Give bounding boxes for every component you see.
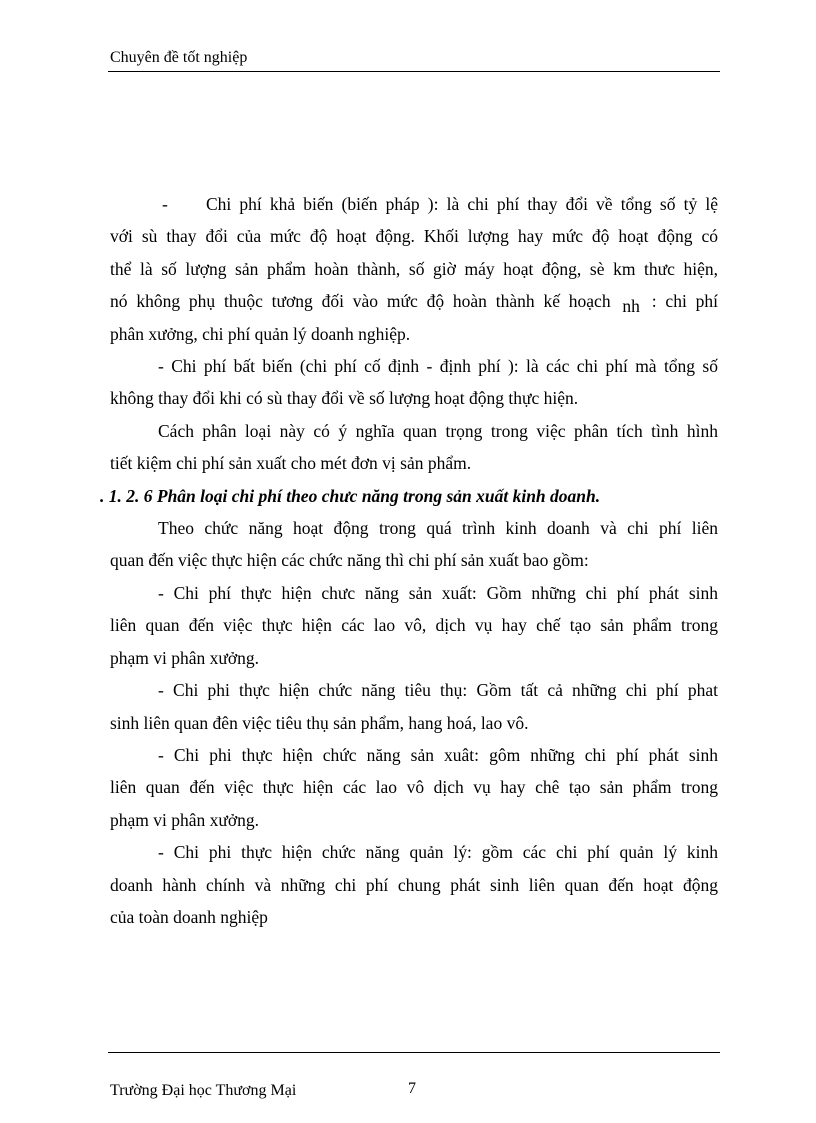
text-line: liên quan đến việc thực hiện các lao vô, dịch vụ hay chế tạo sản phẩm trong	[110, 615, 718, 636]
text-line	[110, 285, 718, 317]
text-span: : chi phí	[651, 291, 718, 312]
text-line: phạm vi phân xưởng.	[110, 647, 259, 668]
document-body	[100, 188, 718, 933]
section-heading: . 1. 2. 6 Phân loại chi phí theo chưc năng trong sản xuất kinh doanh.	[100, 485, 601, 506]
text-line: - Chi phí bất biến (chi phí cố định - định phí ): là các chi phí mà tổng số	[158, 356, 718, 377]
footer-rule	[108, 1052, 720, 1053]
text-line	[110, 188, 718, 220]
text-line: - Chi phi thực hiện chức năng sản xuât: gôm những chi phí phát sinh	[158, 744, 718, 765]
text-line: thể là số lượng sản phẩm hoàn thành, số giờ máy hoạt động, sè km thưc hiện,	[110, 258, 718, 279]
text-span: Chi phí khả biến (biến pháp ): là chi phí thay đổi về tổng số tỷ lệ	[206, 194, 718, 214]
text-line: tiết kiệm chi phí sản xuất cho mét đơn vị sản phẩm.	[110, 453, 472, 474]
text-line: không thay đổi khi có sù thay đổi về số lượng hoạt động thực hiện.	[110, 388, 579, 409]
text-line: của toàn doanh nghiệp	[110, 906, 268, 927]
page-number: 7	[408, 1080, 416, 1097]
subscript-text: nh	[622, 296, 640, 317]
text-line: Theo chức năng hoạt động trong quá trình kinh doanh và chi phí liên	[158, 518, 718, 539]
document-header: Chuyên đề tốt nghiệp	[110, 49, 248, 66]
text-line: Cách phân loại này có ý nghĩa quan trọng trong việc phân tích tình hình	[158, 420, 718, 441]
text-line: phạm vi phân xưởng.	[110, 809, 259, 830]
text-line: với sù thay đổi của mức độ hoạt động. Khối lượng hay mức độ hoạt động có	[110, 226, 718, 247]
text-line: - Chi phí thực hiện chưc năng sản xuất: Gồm những chi phí phát sinh	[158, 582, 718, 603]
text-line: quan đến việc thực hiện các chức năng thì chi phí sản xuất bao gồm:	[110, 550, 589, 571]
text-line: phân xưởng, chi phí quản lý doanh nghiệp.	[110, 323, 411, 344]
footer-school: Trường Đại học Thương Mại	[110, 1082, 297, 1099]
text-line: doanh hành chính và những chi phí chung phát sinh liên quan đến hoạt động	[110, 874, 718, 895]
text-line: sinh liên quan đên việc tiêu thụ sản phẩm, hang hoá, lao vô.	[110, 712, 529, 733]
header-rule	[108, 71, 720, 72]
text-line: - Chi phi thực hiện chức năng quản lý: gồm các chi phí quản lý kinh	[158, 842, 718, 863]
text-line: - Chi phi thực hiện chức năng tiêu thụ: Gồm tất cả những chi phí phat	[158, 680, 718, 701]
text-line: liên quan đến việc thực hiện các lao vô dịch vụ hay chê tạo sản phẩm trong	[110, 777, 718, 798]
text-span: nó không phụ thuộc tương đối vào mức độ hoàn thành kế hoạch	[110, 291, 611, 312]
list-dash: -	[162, 194, 168, 214]
